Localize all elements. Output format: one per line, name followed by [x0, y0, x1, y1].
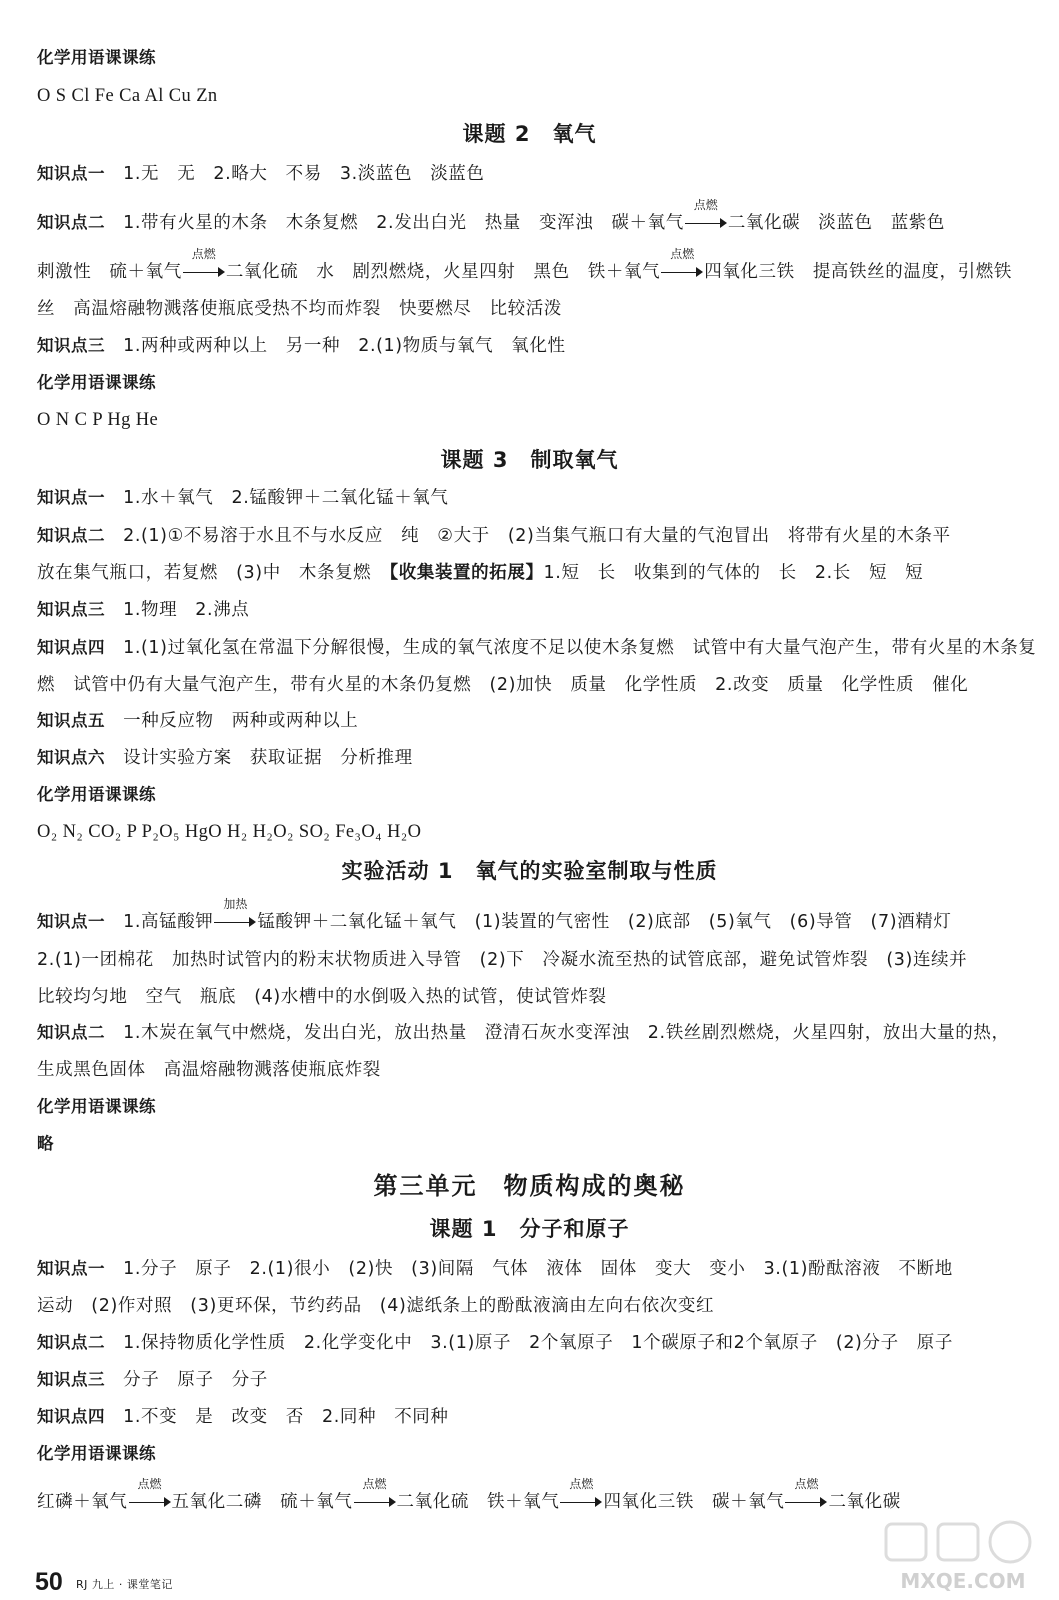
kp-text: 1.不变 是 改变 否 2.同种 不同种 — [123, 1407, 449, 1427]
reaction-arrow — [661, 247, 703, 281]
practice-answer: 略 — [37, 1134, 54, 1153]
kp-label: 知识点一 — [37, 488, 105, 507]
kp-label: 知识点三 — [37, 600, 105, 619]
kp-label: 知识点一 — [37, 164, 105, 183]
reactants: 硫＋氧气 — [280, 1492, 353, 1512]
kp-text: 1.分子 原子 2.(1)很小 (2)快 (3)间隔 气体 液体 固体 变大 变小 3.(1)酚酞溶液 不断地 — [123, 1259, 953, 1279]
kp-text: 2.(1)①不易溶于水且不与水反应 纯 ②大于 (2)当集气瓶口有大量的气泡冒出 将带有火星的木条平 — [123, 526, 951, 546]
knowledge-point-line — [37, 746, 1023, 770]
kp-text: 1.带有火星的木条 木条复燃 2.发出白光 热量 变浑浊 碳＋氧气 — [123, 213, 684, 233]
lesson-title: 实验活动 1 氧气的实验室制取与性质 — [341, 859, 718, 883]
reactants: 红磷＋氧气 — [37, 1492, 128, 1512]
kp-text: 1.两种或两种以上 另一种 2.(1)物质与氧气 氧化性 — [123, 336, 566, 356]
knowledge-point-line — [37, 162, 1023, 186]
watermark-text: MXQE.COM — [900, 1569, 1026, 1593]
reaction-condition: 点燃 — [137, 1477, 162, 1491]
reactants: 碳＋氧气 — [712, 1492, 785, 1512]
kp-text: 1.物理 2.沸点 — [123, 600, 250, 620]
kp-label: 知识点一 — [37, 1259, 105, 1278]
kp-label: 知识点二 — [37, 1023, 105, 1042]
page-number: 50 — [35, 1568, 63, 1596]
knowledge-point-line — [37, 636, 1037, 660]
knowledge-point-line — [37, 1257, 1023, 1281]
reaction-arrow — [183, 247, 225, 281]
knowledge-point-line — [37, 247, 1023, 284]
knowledge-point-line — [37, 486, 1023, 510]
knowledge-point-line: 生成黑色固体 高温熔融物溅落使瓶底炸裂 — [37, 1060, 381, 1080]
practice-heading: 化学用语课课练 — [37, 1444, 156, 1463]
reaction-arrow — [560, 1477, 602, 1511]
reaction-condition: 点燃 — [362, 1477, 387, 1491]
kp-label: 知识点五 — [37, 711, 105, 730]
reaction-arrow — [214, 897, 256, 931]
knowledge-point-line: 燃 试管中仍有大量气泡产生，带有火星的木条仍复燃 (2)加快 质量 化学性质 2.改变 质量 化学性质 催化 — [37, 675, 969, 695]
knowledge-point-line — [37, 334, 1023, 358]
practice-heading: 化学用语课课练 — [37, 1097, 156, 1116]
reaction-arrow — [354, 1477, 396, 1511]
knowledge-point-line — [37, 598, 1023, 622]
unit-title: 第三单元 物质构成的奥秘 — [373, 1172, 686, 1200]
footer-text: RJ 九上 · 课堂笔记 — [76, 1578, 173, 1591]
reaction-condition: 点燃 — [191, 247, 216, 261]
kp-label: 知识点二 — [37, 213, 105, 232]
kp-text: 刺激性 硫＋氧气 — [37, 262, 182, 282]
reaction-arrow — [129, 1477, 171, 1511]
lesson-title: 课题 3 制取氧气 — [440, 448, 619, 472]
kp-label: 知识点六 — [37, 748, 105, 767]
kp-text: 1.(1)过氧化氢在常温下分解很慢，生成的氧气浓度不足以使木条复燃 试管中有大量气泡产生，带有火星的木条复 — [123, 638, 1037, 658]
kp-text: 放在集气瓶口，若复燃 (3)中 木条复燃 — [37, 563, 390, 583]
practice-heading: 化学用语课课练 — [37, 373, 156, 392]
reaction-condition: 点燃 — [569, 1477, 594, 1491]
knowledge-point-line — [37, 897, 1023, 934]
reaction-arrow — [785, 1477, 827, 1511]
knowledge-point-line: 丝 高温熔融物溅落使瓶底受热不均而炸裂 快要燃尽 比较活泼 — [37, 299, 562, 319]
knowledge-point-line: 比较均匀地 空气 瓶底 (4)水槽中的水倒吸入热的试管，使试管炸裂 — [37, 987, 607, 1007]
reaction-arrow — [685, 198, 727, 232]
lesson-title: 课题 2 氧气 — [462, 122, 597, 146]
element-symbols: O N C P Hg He — [37, 410, 159, 430]
practice-heading: 化学用语课课练 — [37, 48, 156, 67]
reaction-condition: 点燃 — [693, 198, 718, 212]
kp-label: 知识点一 — [37, 912, 105, 931]
kp-text: 1.高锰酸钾 — [123, 912, 214, 932]
kp-label: 知识点四 — [37, 1407, 105, 1426]
kp-text: 四氧化三铁 提高铁丝的温度，引燃铁 — [704, 262, 1012, 282]
knowledge-point-line — [37, 561, 1023, 585]
chemical-formulas: O₂ N₂ CO₂ P P₂O₅ HgO H₂ H₂O₂ SO₂ Fe₃O₄ H₂O — [37, 822, 422, 842]
kp-text: 1.木炭在氧气中燃烧，发出白光，放出热量 澄清石灰水变浑浊 2.铁丝剧烈燃烧，火星四射，放出大量的热， — [123, 1023, 1010, 1043]
kp-label: 知识点二 — [37, 526, 105, 545]
kp-label: 知识点二 — [37, 1333, 105, 1352]
kp-subheading: 【收集装置的拓展】 — [389, 563, 544, 583]
kp-text: 设计实验方案 获取证据 分析推理 — [123, 748, 413, 768]
kp-label: 知识点四 — [37, 638, 105, 657]
lesson-title: 课题 1 分子和原子 — [429, 1217, 630, 1241]
kp-text: 1.保持物质化学性质 2.化学变化中 3.(1)原子 2个氧原子 1个碳原子和2个氧原子 (2)分子 原子 — [123, 1333, 953, 1353]
kp-text: 分子 原子 分子 — [123, 1370, 268, 1390]
kp-label: 知识点三 — [37, 1370, 105, 1389]
kp-text: 1.水＋氧气 2.锰酸钾＋二氧化锰＋氧气 — [123, 488, 449, 508]
reaction-condition: 加热 — [223, 897, 248, 911]
kp-text: 锰酸钾＋二氧化锰＋氧气 (1)装置的气密性 (2)底部 (5)氧气 (6)导管 (7)酒精灯 — [257, 912, 952, 932]
reactants: 铁＋氧气 — [487, 1492, 560, 1512]
knowledge-point-line — [37, 1331, 1023, 1355]
product: 四氧化三铁 — [603, 1492, 694, 1512]
kp-text: 1.短 长 收集到的气体的 长 2.长 短 短 — [543, 563, 924, 583]
knowledge-point-line — [37, 1405, 1023, 1429]
reaction-equations-line — [37, 1477, 1023, 1514]
knowledge-point-line — [37, 1368, 1023, 1392]
product: 五氧化二磷 — [171, 1492, 262, 1512]
product: 二氧化碳 — [828, 1492, 901, 1512]
knowledge-point-line — [37, 524, 1023, 548]
kp-label: 知识点三 — [37, 336, 105, 355]
kp-text: 1.无 无 2.略大 不易 3.淡蓝色 淡蓝色 — [123, 164, 485, 184]
practice-heading: 化学用语课课练 — [37, 785, 156, 804]
element-symbols: O S Cl Fe Ca Al Cu Zn — [37, 86, 218, 106]
knowledge-point-line: 运动 (2)作对照 (3)更环保，节约药品 (4)滤纸条上的酚酞液滴由左向右依次变红 — [37, 1296, 715, 1316]
knowledge-point-line: 2.(1)一团棉花 加热时试管内的粉末状物质进入导管 (2)下 冷凝水流至热的试管底部，避免试管炸裂 (3)连续并 — [37, 950, 968, 970]
kp-text: 一种反应物 两种或两种以上 — [123, 711, 359, 731]
watermark-logo — [878, 1520, 1048, 1594]
knowledge-point-line — [37, 709, 1023, 733]
kp-text: 二氧化硫 水 剧烈燃烧，火星四射 黑色 铁＋氧气 — [225, 262, 661, 282]
product: 二氧化硫 — [396, 1492, 469, 1512]
reaction-condition: 点燃 — [670, 247, 695, 261]
reaction-condition: 点燃 — [794, 1477, 819, 1491]
knowledge-point-line — [37, 1021, 1023, 1045]
knowledge-point-line — [37, 198, 1023, 235]
kp-text: 二氧化碳 淡蓝色 蓝紫色 — [727, 213, 946, 233]
